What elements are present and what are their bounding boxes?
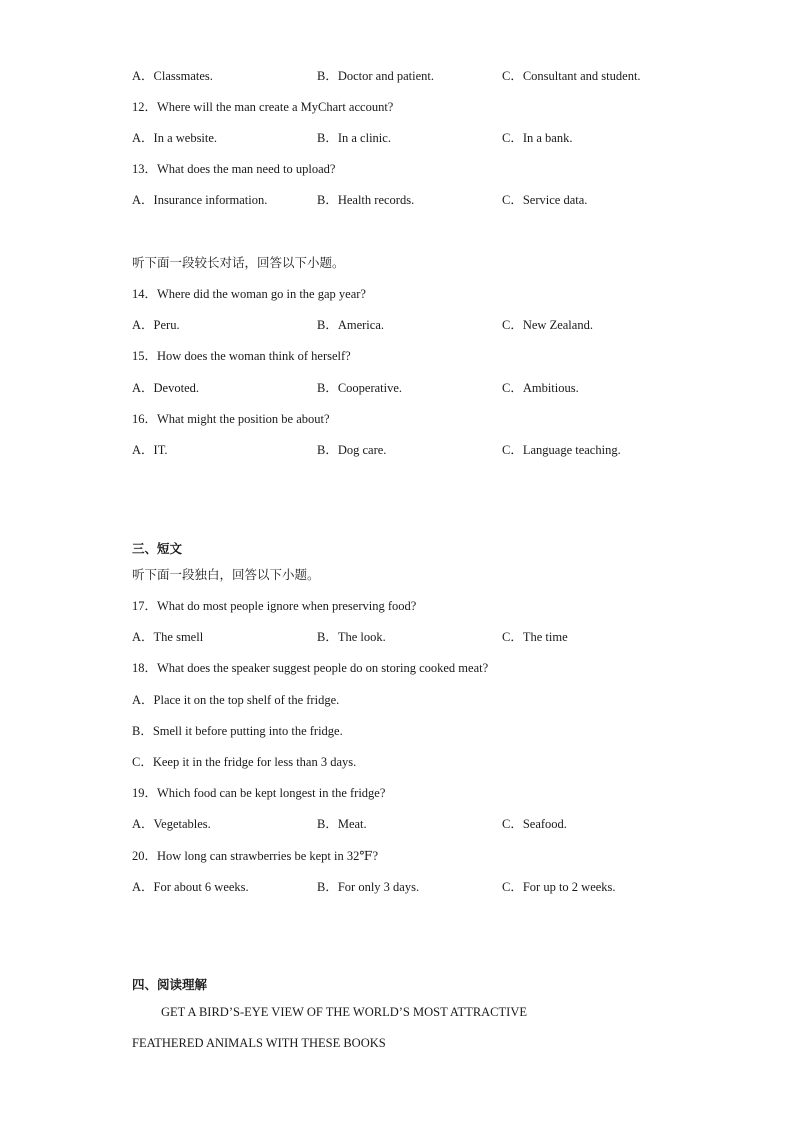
q18-option-c: C．Keep it in the fridge for less than 3 days.: [132, 755, 357, 769]
q16-option-b: B．Dog care.: [317, 443, 387, 457]
q14-option-a: A．Peru.: [132, 318, 180, 332]
q15-option-a: A．Devoted.: [132, 381, 199, 395]
q14-option-c: C．New Zealand.: [502, 318, 593, 332]
q16-option-a: A．IT.: [132, 443, 168, 457]
q19-question: 19．Which food can be kept longest in the fridge?: [132, 786, 386, 800]
q11-option-c: C．Consultant and student.: [502, 69, 641, 83]
q20-option-c: C．For up to 2 weeks.: [502, 880, 616, 894]
q17-question: 17．What do most people ignore when preserving food?: [132, 599, 417, 613]
q20-option-b: B．For only 3 days.: [317, 880, 420, 894]
q14-question: 14．Where did the woman go in the gap year?: [132, 287, 366, 301]
q12-option-a: A．In a website.: [132, 131, 218, 145]
q13-option-b: B．Health records.: [317, 193, 415, 207]
q17-option-b: B．The look.: [317, 630, 386, 644]
monologue-instruction: 听下面一段独白，回答以下小题。: [132, 567, 320, 582]
reading-title-line2: FEATHERED ANIMALS WITH THESE BOOKS: [132, 1036, 386, 1050]
q15-option-b: B．Cooperative.: [317, 381, 403, 395]
q19-option-c: C．Seafood.: [502, 817, 567, 831]
section4-title: 四、阅读理解: [132, 977, 208, 992]
q18-option-b: B．Smell it before putting into the fridge.: [132, 724, 343, 738]
q13-question: 13．What does the man need to upload?: [132, 162, 336, 176]
q13-option-c: C．Service data.: [502, 193, 588, 207]
q18-option-a: A．Place it on the top shelf of the fridge.: [132, 693, 340, 707]
section3-title: 三、短文: [132, 541, 183, 556]
q19-option-b: B．Meat.: [317, 817, 367, 831]
dialog-instruction: 听下面一段较长对话，回答以下小题。: [132, 255, 345, 270]
q12-option-b: B．In a clinic.: [317, 131, 391, 145]
q14-option-b: B．America.: [317, 318, 384, 332]
reading-title-line1: GET A BIRD’S-EYE VIEW OF THE WORLD’S MOST ATTRACTIVE: [161, 1005, 527, 1019]
q12-option-c: C．In a bank.: [502, 131, 573, 145]
q11-option-a: A．Classmates.: [132, 69, 213, 83]
q12-question: 12．Where will the man create a MyChart account?: [132, 100, 394, 114]
q15-option-c: C．Ambitious.: [502, 381, 579, 395]
q17-option-c: C．The time: [502, 630, 568, 644]
q20-option-a: A．For about 6 weeks.: [132, 880, 249, 894]
q20-question: 20．How long can strawberries be kept in 32℉?: [132, 849, 379, 863]
q16-option-c: C．Language teaching.: [502, 443, 621, 457]
q13-option-a: A．Insurance information.: [132, 193, 268, 207]
q17-option-a: A．The smell: [132, 630, 204, 644]
q19-option-a: A．Vegetables.: [132, 817, 211, 831]
q11-option-b: B．Doctor and patient.: [317, 69, 434, 83]
q18-question: 18．What does the speaker suggest people do on storing cooked meat?: [132, 661, 489, 675]
q15-question: 15．How does the woman think of herself?: [132, 349, 351, 363]
q16-question: 16．What might the position be about?: [132, 412, 330, 426]
